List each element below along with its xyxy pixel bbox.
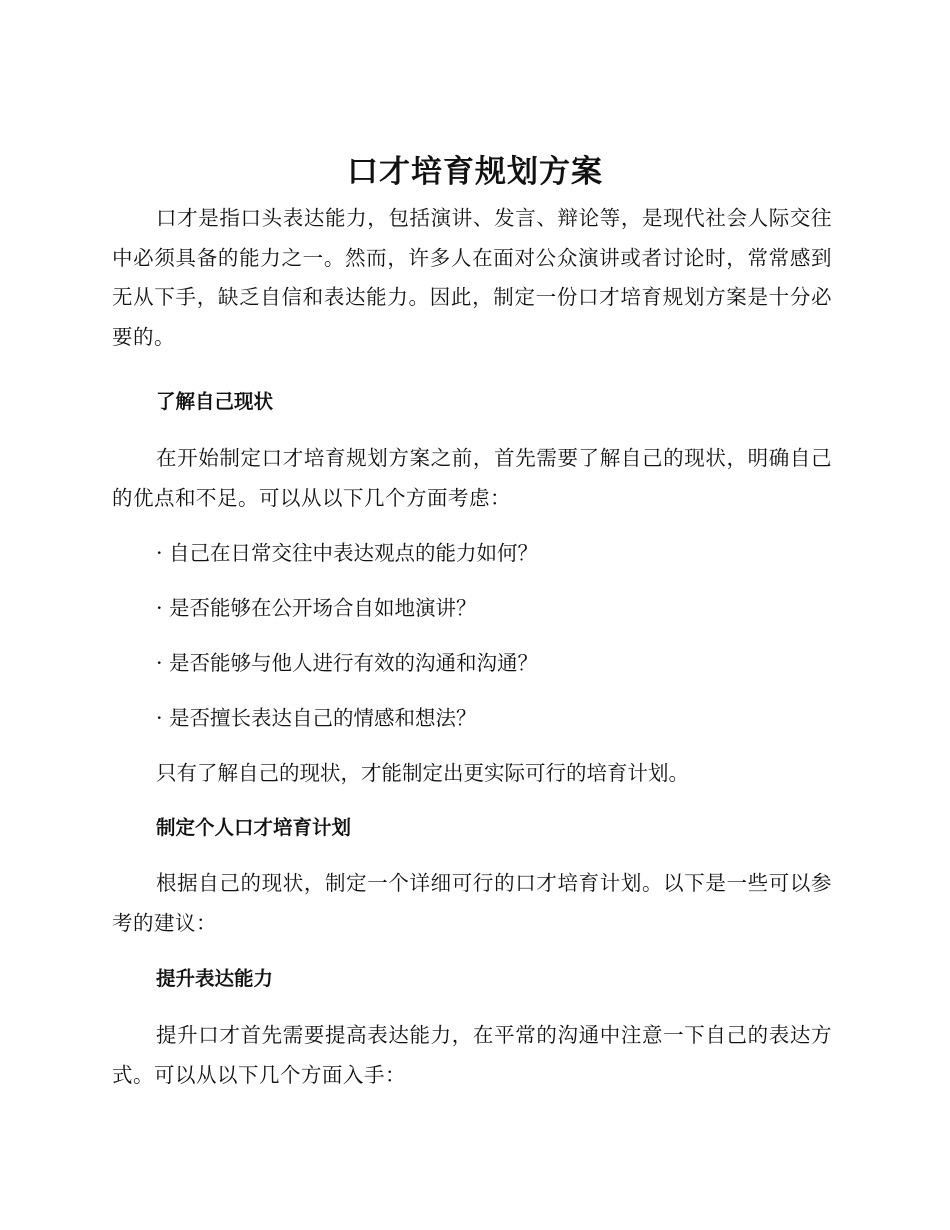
document-title: 口才培育规划方案: [347, 154, 603, 190]
section-heading-expression: 提升表达能力: [156, 967, 274, 990]
section-heading-current-status: 了解自己现状: [156, 390, 274, 413]
plan-paragraph: 根据自己的现状，制定一个详细可行的口才培育计划。以下是一些可以参考的建议：: [112, 871, 832, 935]
intro-paragraph: 口才是指口头表达能力，包括演讲、发言、辩论等，是现代社会人际交往中必须具备的能力之一。然而，许多人在面对公众演讲或者讨论时，常常感到无从下手，缺乏自信和表达能力。因此，制定一份口才培育规划方案是十分必要的。: [112, 206, 832, 349]
bullet-item: · 是否能够与他人进行有效的沟通和沟通？: [156, 651, 539, 675]
section-heading-personal-plan: 制定个人口才培育计划: [156, 816, 352, 839]
bullet-item: · 自己在日常交往中表达观点的能力如何？: [156, 541, 539, 565]
bullet-item: · 是否能够在公开场合自如地演讲？: [156, 596, 477, 620]
bullet-item: · 是否擅长表达自己的情感和想法？: [156, 706, 477, 730]
status-paragraph: 在开始制定口才培育规划方案之前，首先需要了解自己的现状，明确自己的优点和不足。可以从以下几个方面考虑：: [112, 446, 832, 510]
expression-paragraph: 提升口才首先需要提高表达能力，在平常的沟通中注意一下自己的表达方式。可以从以下几个方面入手：: [112, 1023, 832, 1087]
status-conclusion: 只有了解自己的现状，才能制定出更实际可行的培育计划。: [156, 761, 689, 785]
